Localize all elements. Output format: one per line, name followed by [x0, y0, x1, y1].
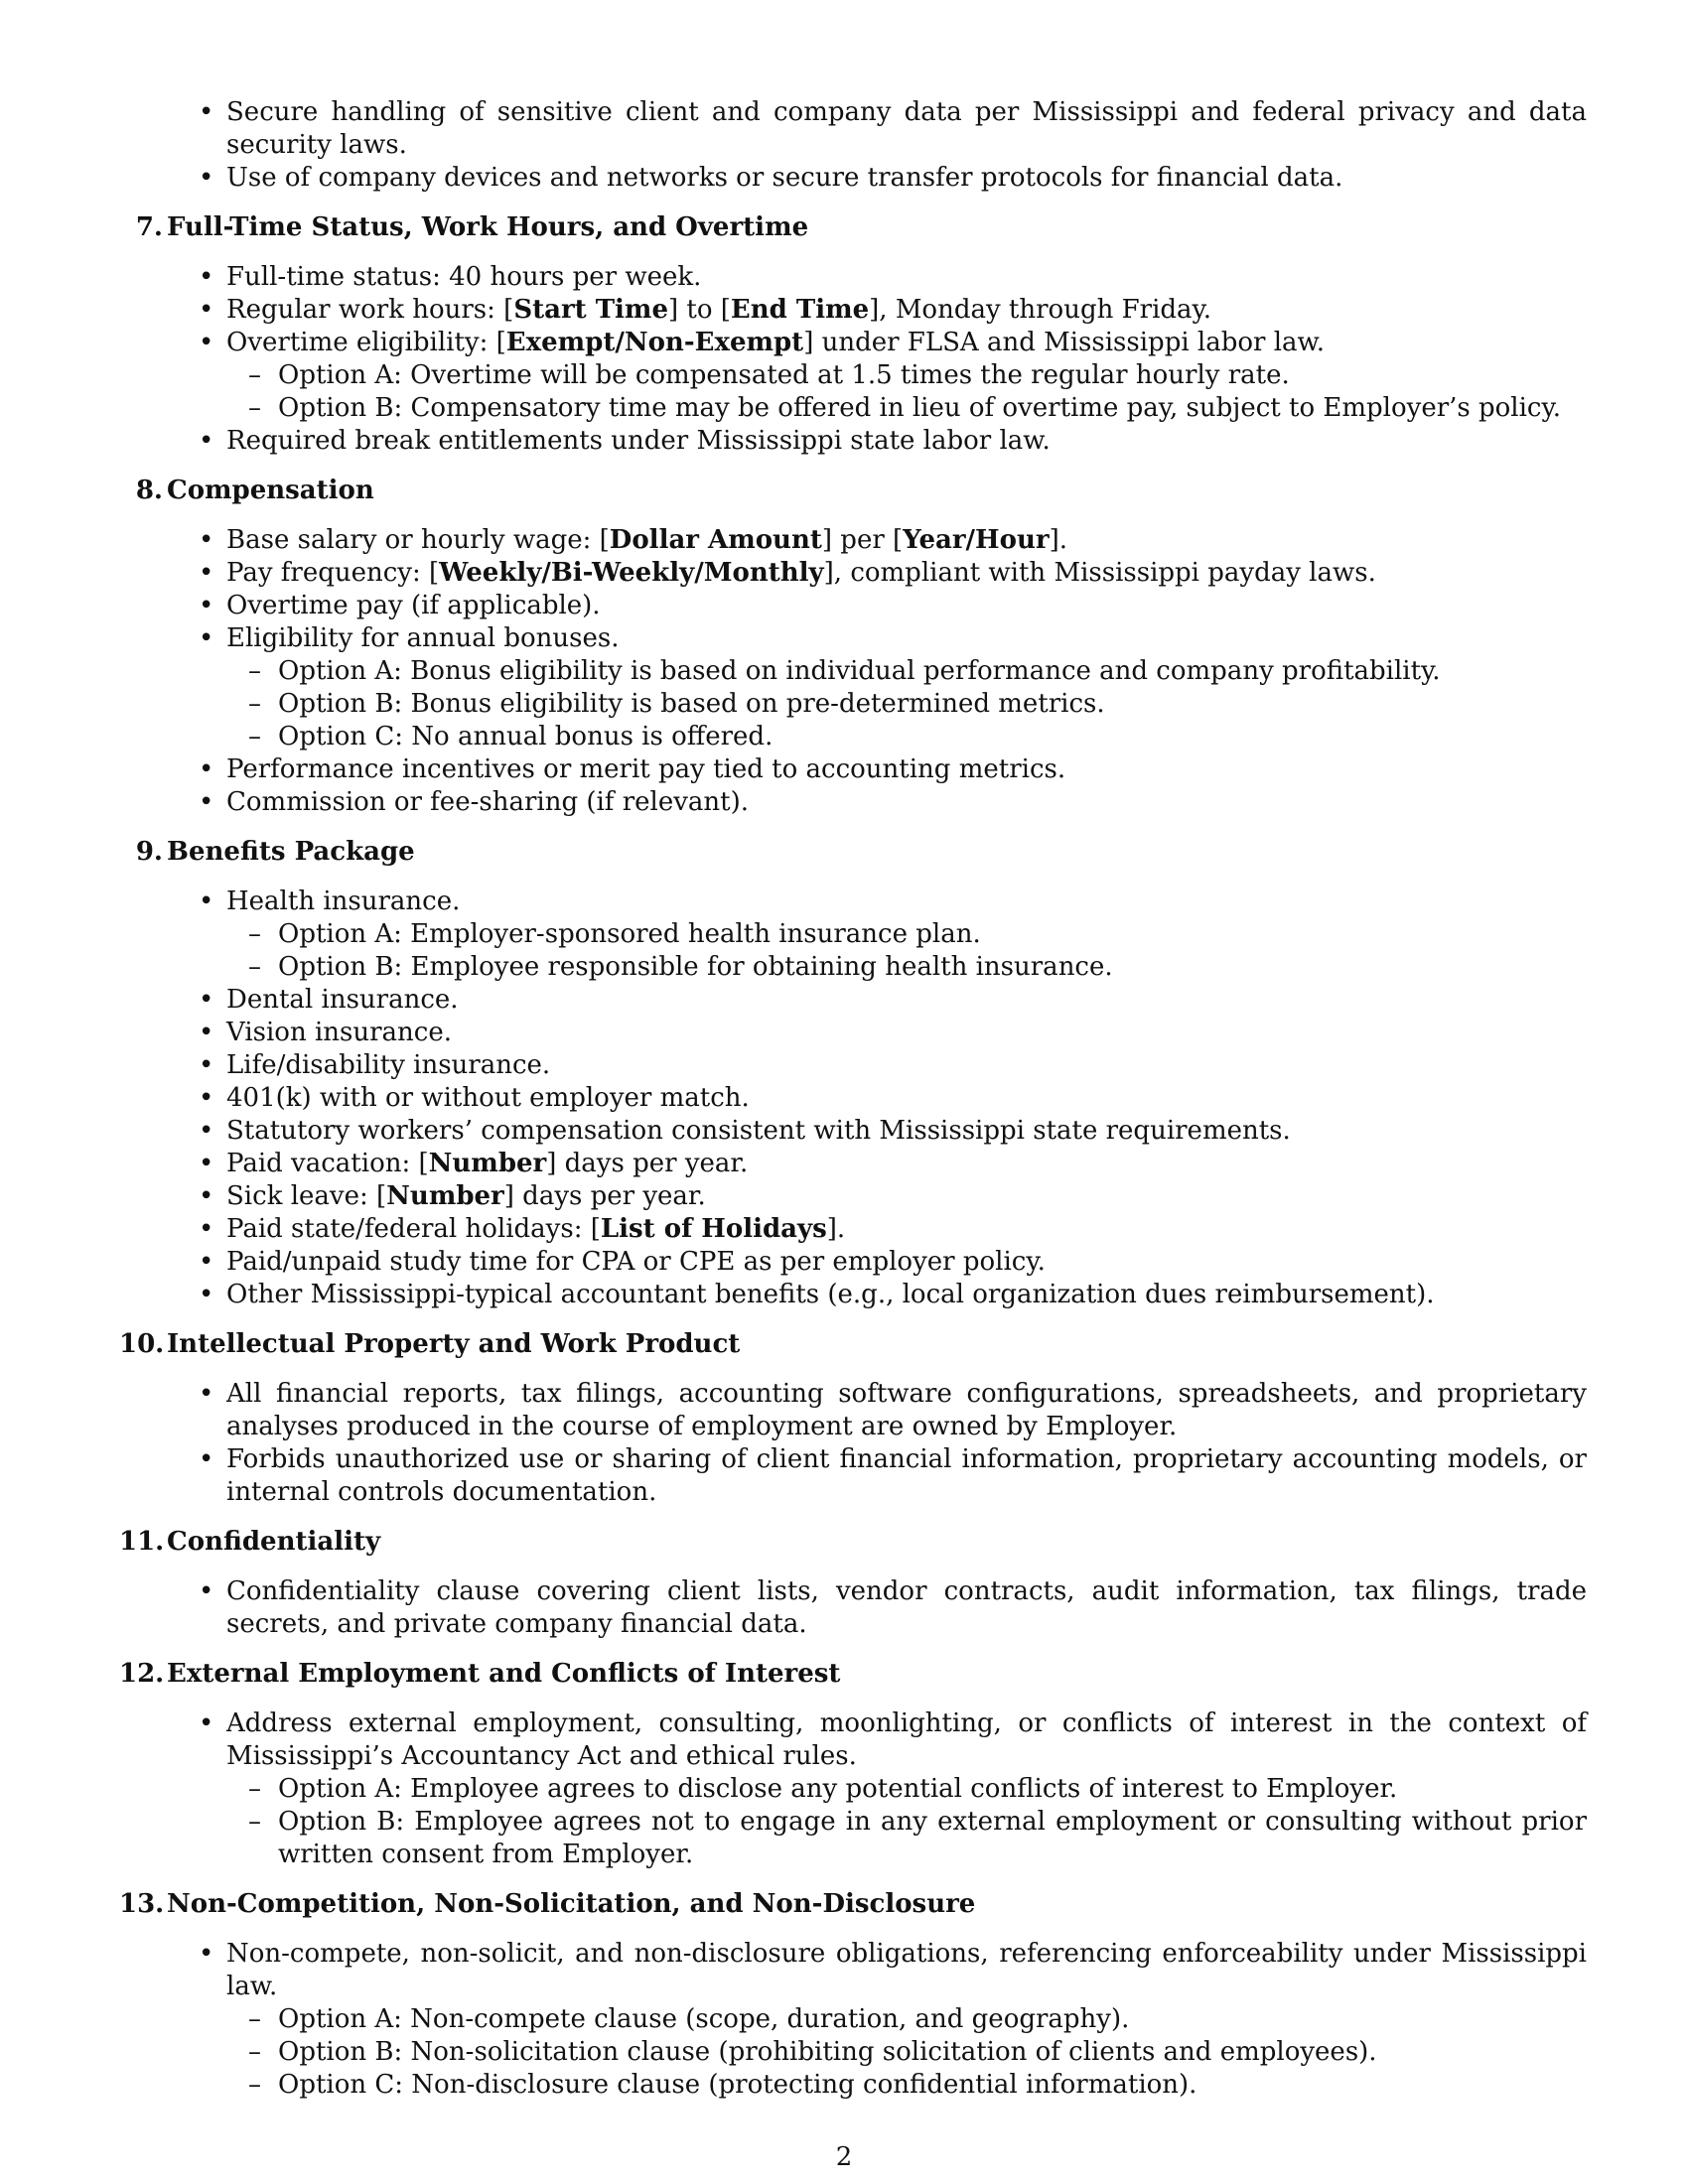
list-item: • Regular work hours: [Start Time] to [End Time], Monday through Friday. — [167, 294, 1587, 327]
section-title: Compensation — [167, 476, 374, 505]
option-item: – Option B: Bonus eligibility is based on pre-determined metrics. — [167, 688, 1587, 721]
section-number: 13. — [119, 1889, 165, 1919]
option-item: – Option C: No annual bonus is offered. — [167, 721, 1587, 753]
list-item: • 401(k) with or without employer match. — [167, 1082, 1587, 1115]
section-heading — [135, 211, 1587, 244]
list-item: • Paid state/federal holidays: [List of Holidays]. — [167, 1213, 1587, 1246]
list-item: • Confidentiality clause covering client lists, vendor contracts, audit information, tax filings, trade secrets, and private company financial data. — [167, 1575, 1587, 1641]
option-item: – Option B: Non-solicitation clause (prohibiting solicitation of clients and employees). — [167, 2036, 1587, 2069]
section-title: Confidentiality — [167, 1527, 381, 1557]
placeholder-field: End Time — [730, 295, 870, 325]
section-number: 8. — [135, 476, 163, 505]
list-item: • Non-compete, non-solicit, and non-disclosure obligations, referencing enforceability under Mississippi law. — [167, 1938, 1587, 2003]
section-number: 10. — [119, 1329, 165, 1359]
section-number: 9. — [135, 837, 163, 867]
list-item: • Overtime pay (if applicable). — [167, 590, 1587, 622]
list-item: • All financial reports, tax filings, accounting software configurations, spreadsheets, and proprietary analyses produced in the course of employment are owned by Employer. — [167, 1378, 1587, 1443]
placeholder-field: Exempt/Non-Exempt — [505, 328, 804, 357]
section-heading — [119, 1526, 1587, 1559]
page-number: 2 — [835, 2142, 853, 2172]
list-item: • Health insurance. — [167, 886, 1587, 918]
option-item: – Option C: Non-disclosure clause (protecting confidential information). — [167, 2069, 1587, 2102]
list-item: • Paid/unpaid study time for CPA or CPE as per employer policy. — [167, 1246, 1587, 1279]
list-item: • Pay frequency: [Weekly/Bi-Weekly/Monthly], compliant with Mississippi payday laws. — [167, 557, 1587, 590]
placeholder-field: Weekly/Bi-Weekly/Monthly — [439, 558, 824, 588]
list-item: • Secure handling of sensitive client and company data per Mississippi and federal privacy and data security laws. — [167, 96, 1587, 162]
list-item: • Vision insurance. — [167, 1017, 1587, 1049]
section-title: Non-Competition, Non-Solicitation, and Non-Disclosure — [167, 1889, 976, 1919]
section-title: Full-Time Status, Work Hours, and Overtime — [167, 212, 809, 242]
section-heading — [119, 1658, 1587, 1691]
placeholder-field: List of Holidays — [600, 1214, 827, 1244]
list-item: • Required break entitlements under Mississippi state labor law. — [167, 425, 1587, 458]
list-item: • Eligibility for annual bonuses. — [167, 622, 1587, 655]
list-item: • Statutory workers’ compensation consistent with Mississippi state requirements. — [167, 1115, 1587, 1148]
option-item: – Option B: Compensatory time may be offered in lieu of overtime pay, subject to Employer’s policy. — [167, 392, 1587, 425]
list-item: • Address external employment, consulting, moonlighting, or conflicts of interest in the context of Mississippi’s Accountancy Act and ethical rules. — [167, 1707, 1587, 1773]
list-item: • Paid vacation: [Number] days per year. — [167, 1148, 1587, 1180]
section-title: External Employment and Conflicts of Interest — [167, 1659, 841, 1689]
section-number: 12. — [119, 1659, 165, 1689]
list-item: • Life/disability insurance. — [167, 1049, 1587, 1082]
list-item: • Sick leave: [Number] days per year. — [167, 1180, 1587, 1213]
option-item: – Option B: Employee agrees not to engage in any external employment or consulting without prior written consent from Employer. — [167, 1806, 1587, 1871]
section-number: 7. — [135, 212, 163, 242]
list-item: • Use of company devices and networks or secure transfer protocols for financial data. — [167, 162, 1587, 195]
list-item: • Forbids unauthorized use or sharing of client financial information, proprietary accounting models, or internal controls documentation. — [167, 1443, 1587, 1509]
document-page — [119, 96, 1587, 2102]
list-item: • Overtime eligibility: [Exempt/Non-Exempt] under FLSA and Mississippi labor law. — [167, 327, 1587, 359]
option-item: – Option A: Overtime will be compensated at 1.5 times the regular hourly rate. — [167, 359, 1587, 392]
placeholder-field: Year/Hour — [903, 525, 1050, 555]
option-item: – Option A: Bonus eligibility is based on individual performance and company profitability. — [167, 655, 1587, 688]
section-number: 11. — [119, 1527, 165, 1557]
section-heading — [119, 1888, 1587, 1921]
section-heading — [135, 475, 1587, 507]
option-item: – Option A: Employer-sponsored health insurance plan. — [167, 918, 1587, 951]
placeholder-field: Number — [386, 1181, 504, 1211]
list-item: • Base salary or hourly wage: [Dollar Amount] per [Year/Hour]. — [167, 524, 1587, 557]
section-title: Benefits Package — [167, 837, 415, 867]
section-heading — [119, 1328, 1587, 1361]
option-item: – Option A: Employee agrees to disclose any potential conflicts of interest to Employer. — [167, 1773, 1587, 1806]
list-item: • Full-time status: 40 hours per week. — [167, 261, 1587, 294]
section-title: Intellectual Property and Work Product — [167, 1329, 741, 1359]
list-item: • Commission or fee-sharing (if relevant). — [167, 786, 1587, 819]
list-item: • Other Mississippi-typical accountant benefits (e.g., local organization dues reimbursement). — [167, 1279, 1587, 1311]
placeholder-field: Start Time — [513, 295, 668, 325]
section-heading — [135, 836, 1587, 869]
list-item: • Performance incentives or merit pay tied to accounting metrics. — [167, 753, 1587, 786]
option-item: – Option B: Employee responsible for obtaining health insurance. — [167, 951, 1587, 984]
placeholder-field: Number — [428, 1149, 547, 1178]
placeholder-field: Dollar Amount — [609, 525, 822, 555]
option-item: – Option A: Non-compete clause (scope, duration, and geography). — [167, 2003, 1587, 2036]
list-item: • Dental insurance. — [167, 984, 1587, 1017]
